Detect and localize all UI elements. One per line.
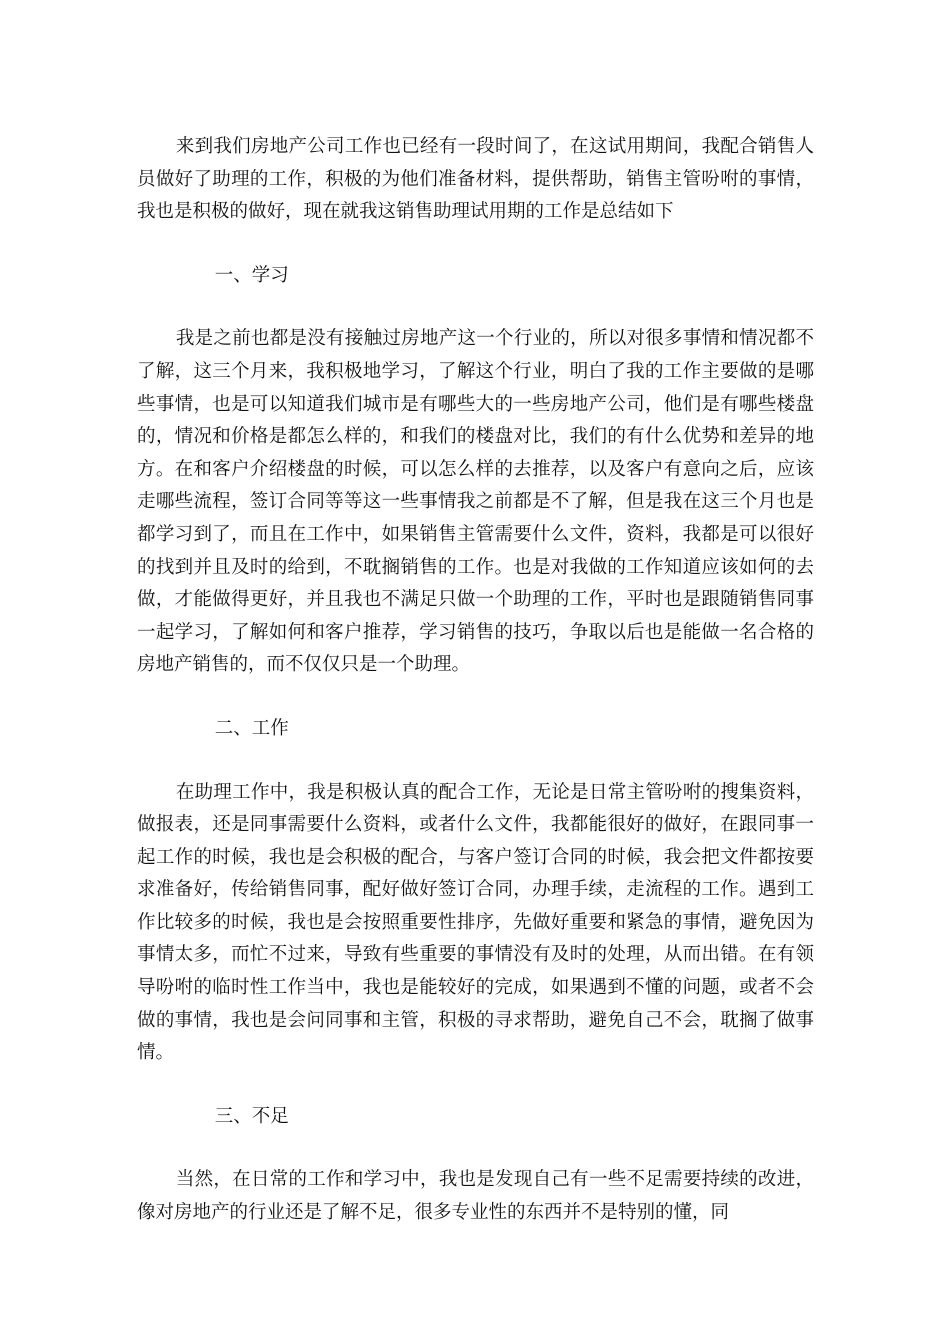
section-heading-work: 二、工作 [214, 717, 289, 739]
intro-paragraph: 来到我们房地产公司工作也已经有一段时间了，在这试用期间，我配合销售人员做好了助理的工作，积极的为他们准备材料，提供帮助，销售主管吩咐的事情，我也是积极的做好，现在就我这销售助理试用期的工作是总结如下 [137, 136, 814, 223]
document-body [137, 131, 814, 1261]
work-paragraph: 在助理工作中，我是积极认真的配合工作，无论是日常主管吩咐的搜集资料，做报表，还是同事需要什么资料，或者什么文件，我都能很好的做好，在跟同事一起工作的时候，我也是会积极的配合，与客户签订合同的时候，我会把文件都按要求准备好，传给销售同事，配好做好签订合同，办理手续，走流程的工作。遇到工作比较多的时候，我也是会按照重要性排序，先做好重要和紧急的事情，避免因为事情太多，而忙不过来，导致有些重要的事情没有及时的处理，从而出错。在有领导吩咐的临时性工作当中，我也是能较好的完成，如果遇到不懂的问题，或者不会做的事情，我也是会问同事和主管，积极的寻求帮助，避免自己不会，耽搁了做事情。 [137, 781, 814, 1064]
section-heading-study: 一、学习 [214, 264, 289, 286]
section-heading-shortcomings: 三、不足 [214, 1105, 289, 1127]
shortcomings-paragraph: 当然，在日常的工作和学习中，我也是发现自己有一些不足需要持续的改进，像对房地产的行业还是了解不足，很多专业性的东西并不是特别的懂，同 [137, 1169, 814, 1224]
study-paragraph: 我是之前也都是没有接触过房地产这一个行业的，所以对很多事情和情况都不了解，这三个月来，我积极地学习，了解这个行业，明白了我的工作主要做的是哪些事情，也是可以知道我们城市是有哪些大的一些房地产公司，他们是有哪些楼盘的，情况和价格是都怎么样的，和我们的楼盘对比，我们的有什么优势和差异的地方。在和客户介绍楼盘的时候，可以怎么样的去推荐，以及客户有意向之后，应该走哪些流程，签订合同等等这一些事情我之前都是不了解，但是我在这三个月也是都学习到了，而且在工作中，如果销售主管需要什么文件，资料，我都是可以很好的找到并且及时的给到，不耽搁销售的工作。也是对我做的工作知道应该如何的去做，才能做得更好，并且我也不满足只做一个助理的工作，平时也是跟随销售同事一起学习，了解如何和客户推荐，学习销售的技巧，争取以后也是能做一名合格的房地产销售的，而不仅仅只是一个助理。 [137, 328, 814, 676]
